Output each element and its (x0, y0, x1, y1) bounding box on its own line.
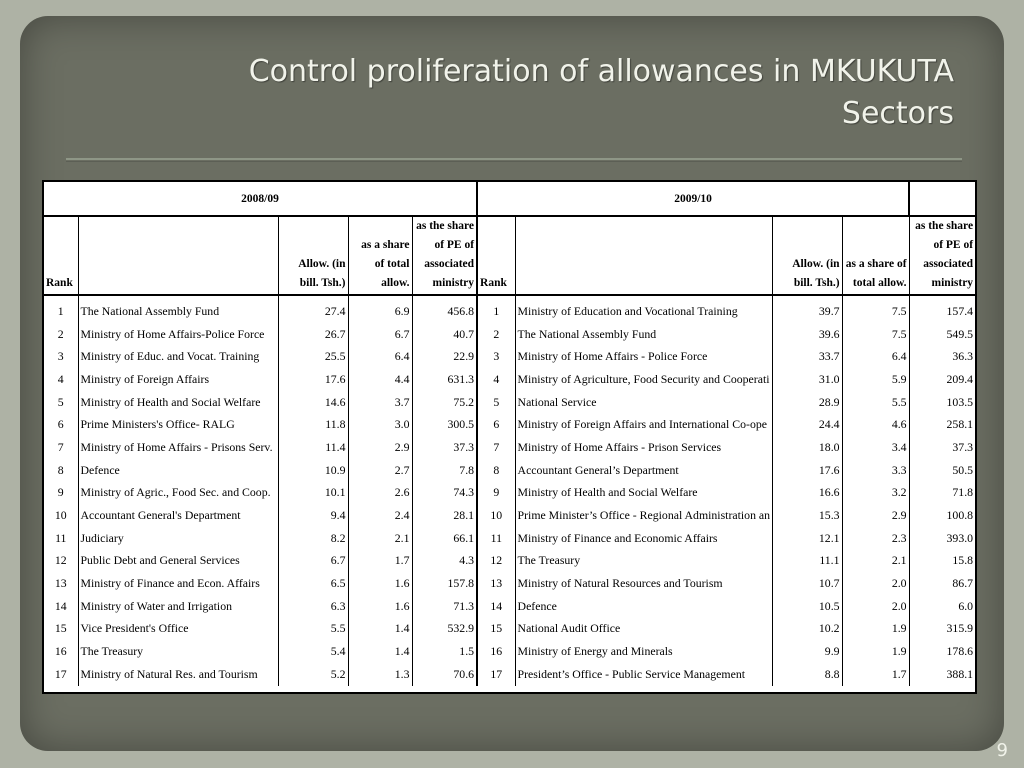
cell-n1: Defence (78, 459, 278, 482)
cell-r1: 8 (57, 462, 64, 477)
cell-a2: 16.6 (772, 482, 842, 505)
cell-p1: 300.5 (412, 413, 477, 436)
cell-a2: 39.6 (772, 323, 842, 346)
cell-n2: Ministry of Energy and Minerals (515, 640, 772, 663)
cell-s2: 3.3 (842, 459, 909, 482)
cell-a1: 26.7 (278, 323, 348, 346)
cell-s2: 1.7 (842, 663, 909, 686)
cell-n1: Judiciary (78, 527, 278, 550)
cell-r1: 13 (54, 576, 67, 591)
cell-p2: 315.9 (909, 618, 975, 641)
cell-n2: Prime Minister’s Office - Regional Administration an (515, 504, 772, 527)
table-row (44, 595, 975, 618)
cell-r2: 6 (477, 413, 515, 436)
cell-s1: 2.1 (348, 527, 412, 550)
cell-p2: 100.8 (909, 504, 975, 527)
cell-p2: 388.1 (909, 663, 975, 686)
cell-a1: 5.4 (278, 640, 348, 663)
cell-p1: 28.1 (412, 504, 477, 527)
cell-r2: 15 (477, 618, 515, 641)
cell-s2: 5.9 (842, 368, 909, 391)
cell-a2: 31.0 (772, 368, 842, 391)
cell-s1: 6.7 (348, 323, 412, 346)
cell-s2: 6.4 (842, 345, 909, 368)
cell-r1: 2 (57, 326, 64, 341)
table-row (44, 295, 975, 323)
cell-r1: 12 (54, 553, 67, 568)
cell-p2: 86.7 (909, 572, 975, 595)
slide-title (80, 51, 954, 135)
cell-r1: 17 (54, 666, 67, 681)
header-allow: Allow. (in bill. Tsh.) (278, 216, 348, 295)
cell-p2: 37.3 (909, 436, 975, 459)
cell-s1: 6.4 (348, 345, 412, 368)
cell-p1: 631.3 (412, 368, 477, 391)
cell-n1: Accountant General's Department (78, 504, 278, 527)
cell-r1: 1 (57, 303, 64, 318)
cell-a1: 14.6 (278, 391, 348, 414)
cell-r2: 12 (477, 550, 515, 573)
cell-s2: 3.2 (842, 482, 909, 505)
cell-n2: Defence (515, 595, 772, 618)
cell-p1: 4.3 (412, 550, 477, 573)
cell-p2: 103.5 (909, 391, 975, 414)
cell-p2: 15.8 (909, 550, 975, 573)
cell-n2: Ministry of Health and Social Welfare (515, 482, 772, 505)
cell-p2: 178.6 (909, 640, 975, 663)
table-row (44, 640, 975, 663)
cell-a1: 11.8 (278, 413, 348, 436)
cell-s1: 1.6 (348, 595, 412, 618)
cell-n1: Vice President's Office (78, 618, 278, 641)
cell-a2: 28.9 (772, 391, 842, 414)
cell-n2: Ministry of Natural Resources and Tourism (515, 572, 772, 595)
cell-n1: Ministry of Home Affairs-Police Force (78, 323, 278, 346)
table-row (44, 368, 975, 391)
cell-s1: 1.7 (348, 550, 412, 573)
cell-s1: 1.4 (348, 618, 412, 641)
cell-p1: 74.3 (412, 482, 477, 505)
cell-s1: 6.9 (348, 295, 412, 323)
header-rank-2: Rank (477, 216, 515, 295)
cell-s1: 2.7 (348, 459, 412, 482)
cell-p2: 157.4 (909, 295, 975, 323)
cell-n1: Prime Ministers's Office- RALG (78, 413, 278, 436)
cell-a1: 25.5 (278, 345, 348, 368)
cell-r1: 16 (54, 644, 67, 659)
cell-p2: 36.3 (909, 345, 975, 368)
cell-a1: 10.1 (278, 482, 348, 505)
cell-p2: 393.0 (909, 527, 975, 550)
cell-r2: 16 (477, 640, 515, 663)
cell-a2: 24.4 (772, 413, 842, 436)
cell-p1: 1.5 (412, 640, 477, 663)
cell-a1: 8.2 (278, 527, 348, 550)
cell-p1: 75.2 (412, 391, 477, 414)
cell-p2: 6.0 (909, 595, 975, 618)
cell-n1: The National Assembly Fund (78, 295, 278, 323)
cell-a2: 15.3 (772, 504, 842, 527)
cell-a1: 6.3 (278, 595, 348, 618)
header-name (78, 216, 278, 295)
cell-p1: 456.8 (412, 295, 477, 323)
cell-n1: Ministry of Health and Social Welfare (78, 391, 278, 414)
cell-a1: 10.9 (278, 459, 348, 482)
cell-a2: 8.8 (772, 663, 842, 686)
cell-p1: 40.7 (412, 323, 477, 346)
cell-r2: 2 (477, 323, 515, 346)
cell-a2: 10.5 (772, 595, 842, 618)
cell-a2: 33.7 (772, 345, 842, 368)
year-2009-10: 2009/10 (477, 182, 909, 216)
cell-s2: 4.6 (842, 413, 909, 436)
cell-n1: Ministry of Foreign Affairs (78, 368, 278, 391)
cell-r2: 14 (477, 595, 515, 618)
page-number: 9 (996, 740, 1008, 761)
cell-r2: 1 (477, 295, 515, 323)
cell-r2: 10 (477, 504, 515, 527)
table-row (44, 663, 975, 686)
cell-s2: 7.5 (842, 323, 909, 346)
cell-s1: 3.7 (348, 391, 412, 414)
cell-p2: 71.8 (909, 482, 975, 505)
table-row (44, 345, 975, 368)
cell-n2: National Service (515, 391, 772, 414)
cell-r2: 17 (477, 663, 515, 686)
cell-a1: 9.4 (278, 504, 348, 527)
cell-a2: 12.1 (772, 527, 842, 550)
cell-a2: 39.7 (772, 295, 842, 323)
cell-s1: 1.6 (348, 572, 412, 595)
cell-a1: 17.6 (278, 368, 348, 391)
cell-n2: Ministry of Home Affairs - Police Force (515, 345, 772, 368)
cell-s2: 7.5 (842, 295, 909, 323)
cell-n2: The National Assembly Fund (515, 323, 772, 346)
cell-r1: 3 (57, 349, 64, 364)
cell-p2: 209.4 (909, 368, 975, 391)
cell-s2: 2.0 (842, 572, 909, 595)
column-header-row (44, 216, 975, 295)
table-row (44, 323, 975, 346)
cell-p1: 532.9 (412, 618, 477, 641)
cell-p1: 22.9 (412, 345, 477, 368)
cell-n1: Ministry of Natural Res. and Tourism (78, 663, 278, 686)
cell-r1: 10 (54, 508, 67, 523)
table-row (44, 527, 975, 550)
header-share-pe: as the share of PE of associated ministry (412, 216, 477, 295)
cell-n1: Ministry of Educ. and Vocat. Training (78, 345, 278, 368)
cell-p2: 50.5 (909, 459, 975, 482)
cell-a1: 11.4 (278, 436, 348, 459)
cell-n2: Ministry of Agriculture, Food Security and Cooperati (515, 368, 772, 391)
cell-s2: 2.9 (842, 504, 909, 527)
cell-p1: 71.3 (412, 595, 477, 618)
cell-s1: 4.4 (348, 368, 412, 391)
cell-p1: 70.6 (412, 663, 477, 686)
cell-n2: Ministry of Foreign Affairs and International Co-ope (515, 413, 772, 436)
title-line-2: Sectors (841, 96, 954, 131)
cell-n1: Ministry of Home Affairs - Prisons Serv. (78, 436, 278, 459)
year-header-row (44, 182, 975, 216)
table-row (44, 618, 975, 641)
cell-s2: 5.5 (842, 391, 909, 414)
cell-s2: 2.0 (842, 595, 909, 618)
table-row (44, 550, 975, 573)
cell-s2: 3.4 (842, 436, 909, 459)
cell-n1: Public Debt and General Services (78, 550, 278, 573)
cell-p1: 7.8 (412, 459, 477, 482)
cell-a1: 6.7 (278, 550, 348, 573)
table-row (44, 391, 975, 414)
cell-a2: 11.1 (772, 550, 842, 573)
cell-s1: 2.4 (348, 504, 412, 527)
cell-n2: The Treasury (515, 550, 772, 573)
header-rank: Rank (44, 216, 78, 295)
cell-p1: 66.1 (412, 527, 477, 550)
table-row (44, 572, 975, 595)
header-share-total-2: as a share of total allow. (842, 216, 909, 295)
cell-n1: Ministry of Finance and Econ. Affairs (78, 572, 278, 595)
cell-s1: 1.4 (348, 640, 412, 663)
cell-r2: 7 (477, 436, 515, 459)
cell-n2: National Audit Office (515, 618, 772, 641)
cell-n2: President’s Office - Public Service Management (515, 663, 772, 686)
cell-r1: 15 (54, 621, 67, 636)
cell-r1: 14 (54, 598, 67, 613)
title-divider-shadow (66, 161, 962, 162)
cell-p2: 549.5 (909, 323, 975, 346)
data-table (44, 182, 975, 686)
cell-s2: 2.3 (842, 527, 909, 550)
cell-s1: 2.6 (348, 482, 412, 505)
cell-s2: 1.9 (842, 640, 909, 663)
cell-a2: 9.9 (772, 640, 842, 663)
cell-r1: 5 (57, 394, 64, 409)
cell-n2: Ministry of Education and Vocational Training (515, 295, 772, 323)
header-allow-2: Allow. (in bill. Tsh.) (772, 216, 842, 295)
cell-r2: 11 (477, 527, 515, 550)
title-line-1: Control proliferation of allowances in MKUKUTA (248, 54, 954, 89)
cell-p1: 37.3 (412, 436, 477, 459)
table-body (44, 295, 975, 686)
year-2008-09: 2008/09 (44, 182, 477, 216)
cell-r1: 11 (55, 530, 67, 545)
table-row (44, 413, 975, 436)
cell-n2: Accountant General’s Department (515, 459, 772, 482)
cell-a1: 6.5 (278, 572, 348, 595)
cell-s1: 2.9 (348, 436, 412, 459)
cell-r2: 13 (477, 572, 515, 595)
title-divider (66, 158, 962, 160)
cell-a2: 17.6 (772, 459, 842, 482)
cell-s2: 1.9 (842, 618, 909, 641)
cell-r1: 4 (57, 371, 64, 386)
cell-r2: 3 (477, 345, 515, 368)
table-row (44, 436, 975, 459)
allowances-table (42, 180, 977, 694)
cell-s1: 1.3 (348, 663, 412, 686)
cell-n1: The Treasury (78, 640, 278, 663)
cell-r1: 7 (57, 439, 64, 454)
cell-a2: 10.2 (772, 618, 842, 641)
cell-r1: 6 (57, 417, 64, 432)
cell-a1: 5.5 (278, 618, 348, 641)
cell-s1: 3.0 (348, 413, 412, 436)
table-row (44, 482, 975, 505)
cell-s2: 2.1 (842, 550, 909, 573)
cell-r2: 4 (477, 368, 515, 391)
cell-p2: 258.1 (909, 413, 975, 436)
cell-a1: 5.2 (278, 663, 348, 686)
year-header-blank (909, 182, 975, 216)
cell-r2: 9 (477, 482, 515, 505)
cell-a2: 10.7 (772, 572, 842, 595)
header-name-2 (515, 216, 772, 295)
cell-n1: Ministry of Water and Irrigation (78, 595, 278, 618)
table-row (44, 459, 975, 482)
cell-n2: Ministry of Finance and Economic Affairs (515, 527, 772, 550)
cell-r2: 5 (477, 391, 515, 414)
cell-r1: 9 (57, 485, 64, 500)
header-share-total: as a share of total allow. (348, 216, 412, 295)
cell-n1: Ministry of Agric., Food Sec. and Coop. (78, 482, 278, 505)
cell-n2: Ministry of Home Affairs - Prison Services (515, 436, 772, 459)
cell-a2: 18.0 (772, 436, 842, 459)
table-row (44, 504, 975, 527)
header-share-pe-2: as the share of PE of associated ministry (909, 216, 975, 295)
cell-a1: 27.4 (278, 295, 348, 323)
cell-r2: 8 (477, 459, 515, 482)
cell-p1: 157.8 (412, 572, 477, 595)
